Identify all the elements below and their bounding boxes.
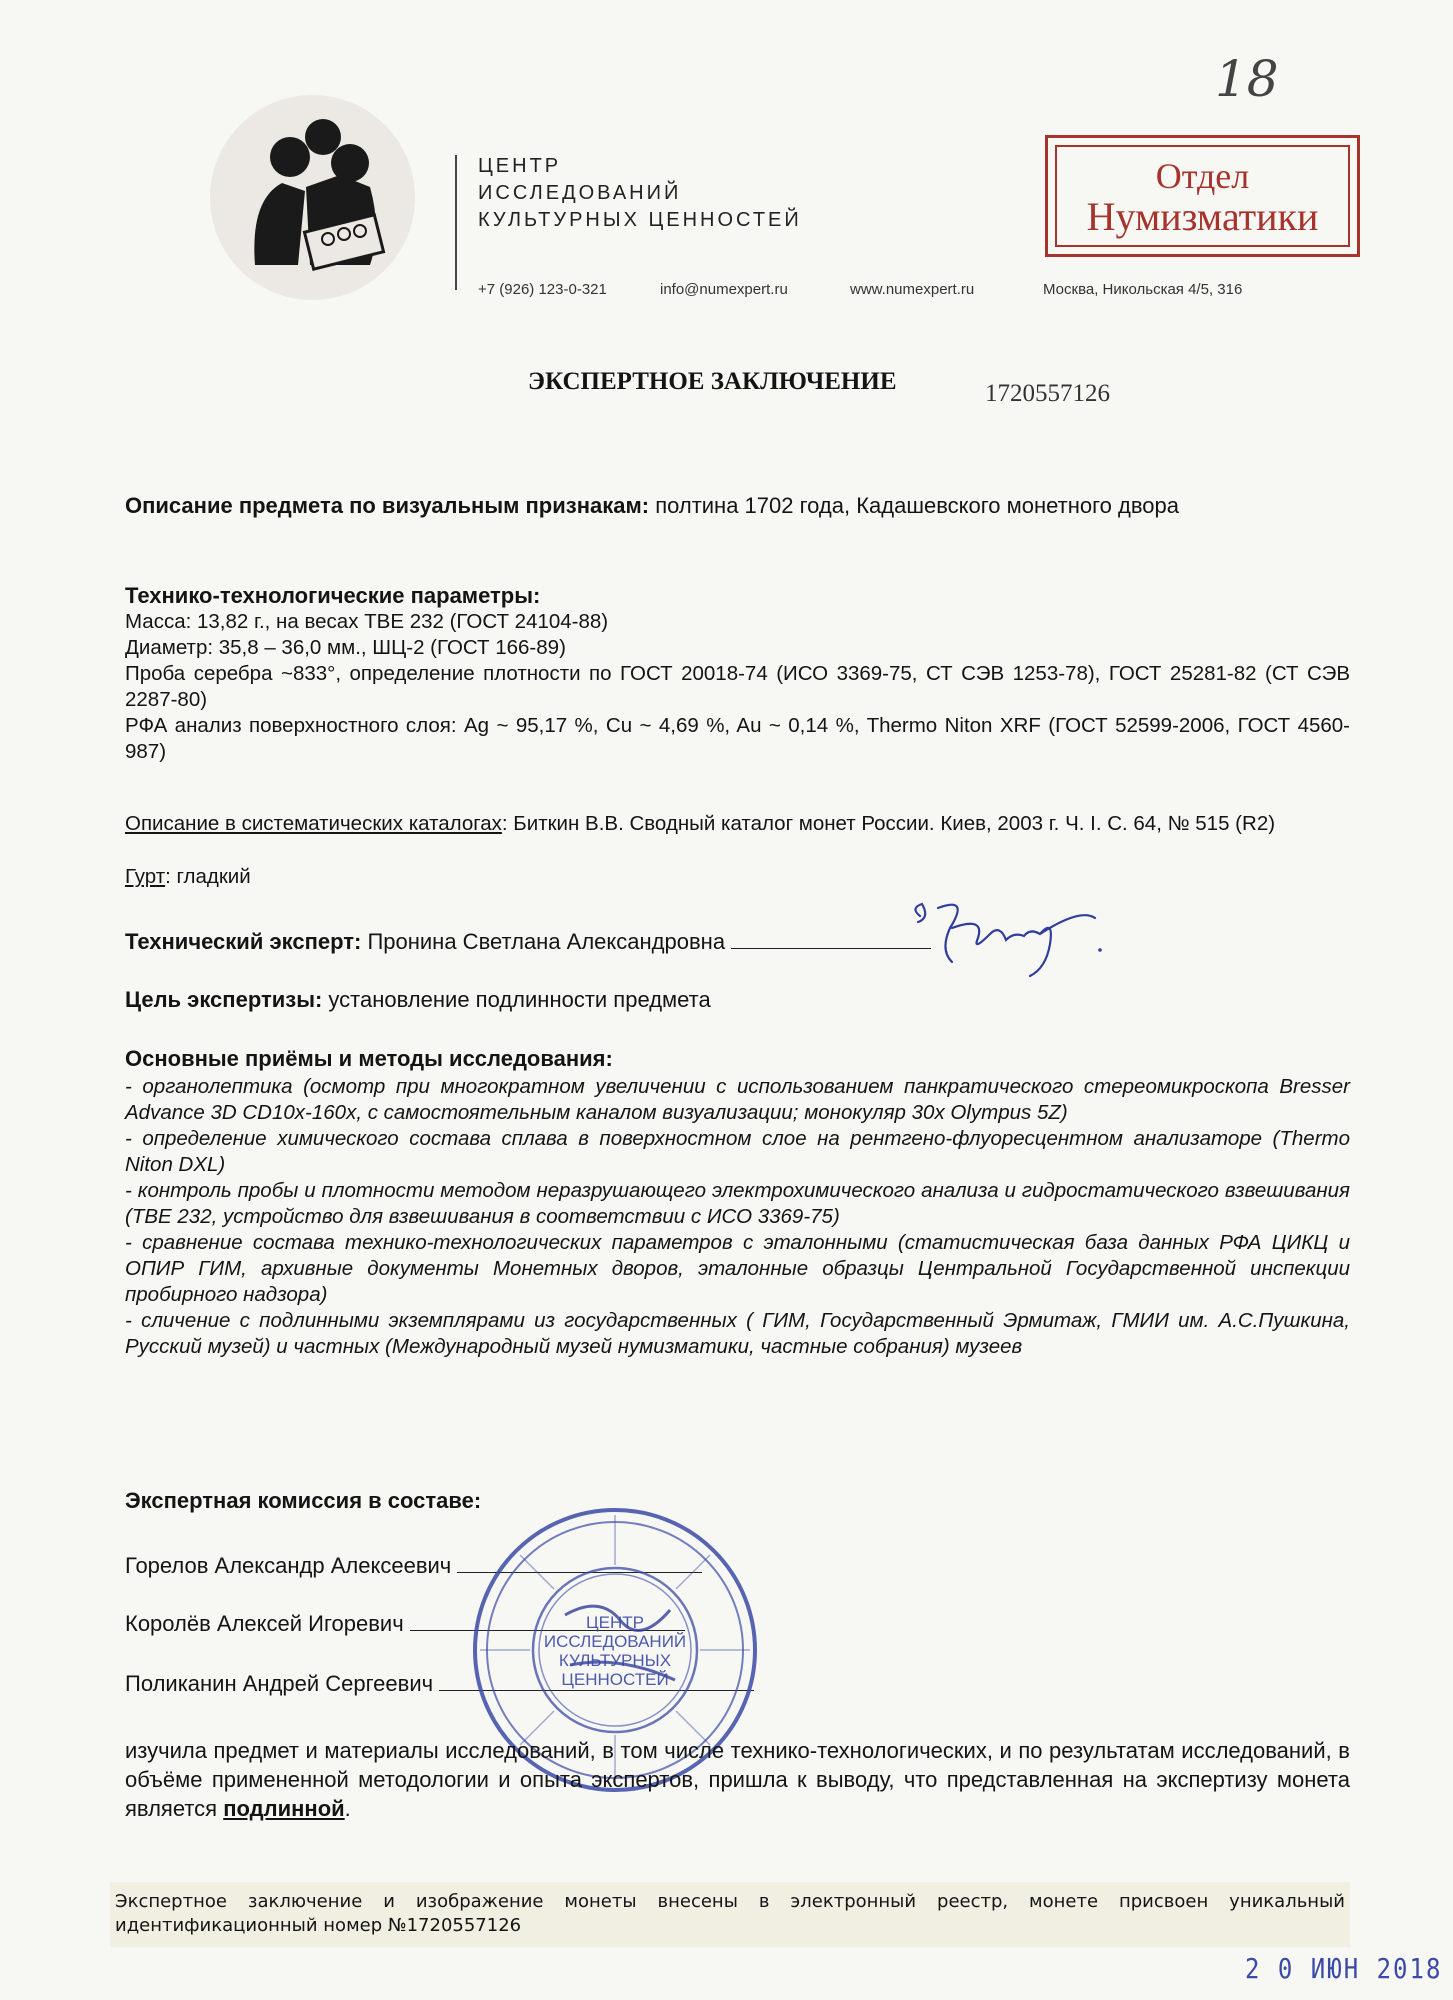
item-description xyxy=(125,492,1350,520)
org-name-line-1: ЦЕНТР xyxy=(478,155,562,177)
org-name-line-3: КУЛЬТУРНЫХ ЦЕННОСТЕЙ xyxy=(478,209,802,231)
header-divider xyxy=(455,155,457,290)
department-line-1: Отдел xyxy=(1155,156,1250,196)
org-name-line-2: ИССЛЕДОВАНИЙ xyxy=(478,182,682,204)
item-description-value: полтина 1702 года, Кадашевского монетного двора xyxy=(649,493,1179,518)
header-email: info@numexpert.ru xyxy=(660,281,788,298)
registry-note: Экспертное заключение и изображение монеты внесены в электронный реестр, монете присвоен уникальный идентификационный номер №1720557126 xyxy=(115,1891,1345,1936)
header-phone: +7 (926) 123-0-321 xyxy=(478,281,607,298)
tech-parameters xyxy=(125,583,1350,765)
conclusion-end: . xyxy=(344,1796,351,1821)
conclusion xyxy=(125,1736,1350,1823)
edge-description xyxy=(125,864,1350,890)
conclusion-verdict: подлинной xyxy=(223,1796,345,1821)
header-address: Москва, Никольская 4/5, 316 xyxy=(1043,281,1243,298)
item-description-label: Описание предмета по визуальным признакам: xyxy=(125,493,650,518)
expertise-goal-label: Цель экспертизы: xyxy=(125,987,323,1012)
method-item: - сравнение состава технико-технологических параметров с эталонными (статистическая база данных РФА ЦИКЦ и ОПИР ГИМ, архивные документы Монетных дворов, эталонные образцы Центральной Государственной инспекции пробирного надзора) xyxy=(125,1231,1350,1306)
seal-line: ИССЛЕДОВАНИЙ xyxy=(543,1632,687,1651)
tech-diameter: Диаметр: 35,8 – 36,0 мм., ШЦ-2 (ГОСТ 166-89) xyxy=(125,636,566,659)
expertise-goal xyxy=(125,987,1350,1013)
department-line-2: Нумизматики xyxy=(1086,194,1319,239)
method-item: - органолептика (осмотр при многократном увеличении с использованием панкратического стереомикроскопа Bresser Advance 3D CD10x-160x, с самостоятельным каналом визуализации; монокуляр 30x Olympus 5Z) xyxy=(125,1075,1350,1124)
technical-expert-label: Технический эксперт: xyxy=(125,929,362,954)
expertise-goal-value: установление подлинности предмета xyxy=(322,987,711,1012)
seal-line: ЦЕНТР xyxy=(586,1613,644,1632)
numismatists-logo-icon xyxy=(210,95,415,300)
tech-fineness: Проба серебра ~833°, определение плотности по ГОСТ 20018-74 (ИСО 3369-75, СТ СЭВ 1253-78), ГОСТ 25281-82 (СТ СЭВ 2287-80) xyxy=(125,662,1350,711)
technical-expert xyxy=(125,928,1350,955)
tech-xrf: РФА анализ поверхностного слоя: Ag ~ 95,17 %, Cu ~ 4,69 %, Au ~ 0,14 %, Thermo Niton XRF (ГОСТ 52599-2006, ГОСТ 4560-987) xyxy=(125,714,1350,763)
commission-member-name: Королёв Алексей Игоревич xyxy=(125,1611,404,1636)
methods-heading: Основные приёмы и методы исследования: xyxy=(125,1046,613,1071)
logo xyxy=(210,95,415,300)
expert-signature-icon xyxy=(890,888,1120,998)
catalog-value: : Биткин В.В. Сводный каталог монет России. Киев, 2003 г. Ч. I. С. 64, № 515 (R2) xyxy=(501,812,1276,835)
method-item: - контроль пробы и плотности методом неразрушающего электрохимического анализа и гидростатического взвешивания (ТВЕ 232, устройство для взвешивания в соответствии с ИСО 3369-75) xyxy=(125,1179,1350,1228)
methods xyxy=(125,1046,1350,1360)
date-stamp: 2 0 ИЮН 2018 xyxy=(1245,1952,1443,1986)
tech-mass: Масса: 13,82 г., на весах ТВЕ 232 (ГОСТ 24104-88) xyxy=(125,610,609,633)
conclusion-text: изучила предмет и материалы исследований, в том числе технико-технологических, и по результатам исследований, в объёме примененной методологии и опыта экспертов, пришла к выводу, что представленная на экспертизу монета является xyxy=(125,1738,1350,1821)
header-website: www.numexpert.ru xyxy=(850,281,975,298)
document-number: 1720557126 xyxy=(985,380,1110,407)
document-title: ЭКСПЕРТНОЕ ЗАКЛЮЧЕНИЕ xyxy=(528,368,897,395)
seal-line: ЦЕННОСТЕЙ xyxy=(561,1670,669,1689)
commission-member-name: Поликанин Андрей Сергеевич xyxy=(125,1671,434,1696)
tech-parameters-heading: Технико-технологические параметры: xyxy=(125,583,541,608)
catalog-label: Описание в систематических каталогах xyxy=(125,812,502,835)
seal-line: КУЛЬТУРНЫХ xyxy=(558,1651,672,1670)
commission-heading: Экспертная комиссия в составе: xyxy=(125,1488,482,1513)
technical-expert-name: Пронина Светлана Александровна xyxy=(361,929,726,954)
round-seal-text xyxy=(470,1613,760,1689)
catalog-description xyxy=(125,811,1350,837)
method-item: - сличение с подлинными экземплярами из государственных ( ГИМ, Государственный Эрмитаж, ГМИИ им. А.С.Пушкина, Русский музей) и частных (Международный музей нумизматики, частные собрания) музеев xyxy=(125,1309,1350,1358)
method-item: - определение химического состава сплава в поверхностном слое на рентгено-флуоресцентном анализаторе (Thermo Niton DXL) xyxy=(125,1127,1350,1176)
department-stamp xyxy=(1045,135,1360,257)
edge-label: Гурт xyxy=(125,865,166,888)
edge-value: : гладкий xyxy=(165,865,251,888)
handwritten-number: 18 xyxy=(1215,50,1279,108)
commission-member-name: Горелов Александр Алексеевич xyxy=(125,1553,452,1578)
